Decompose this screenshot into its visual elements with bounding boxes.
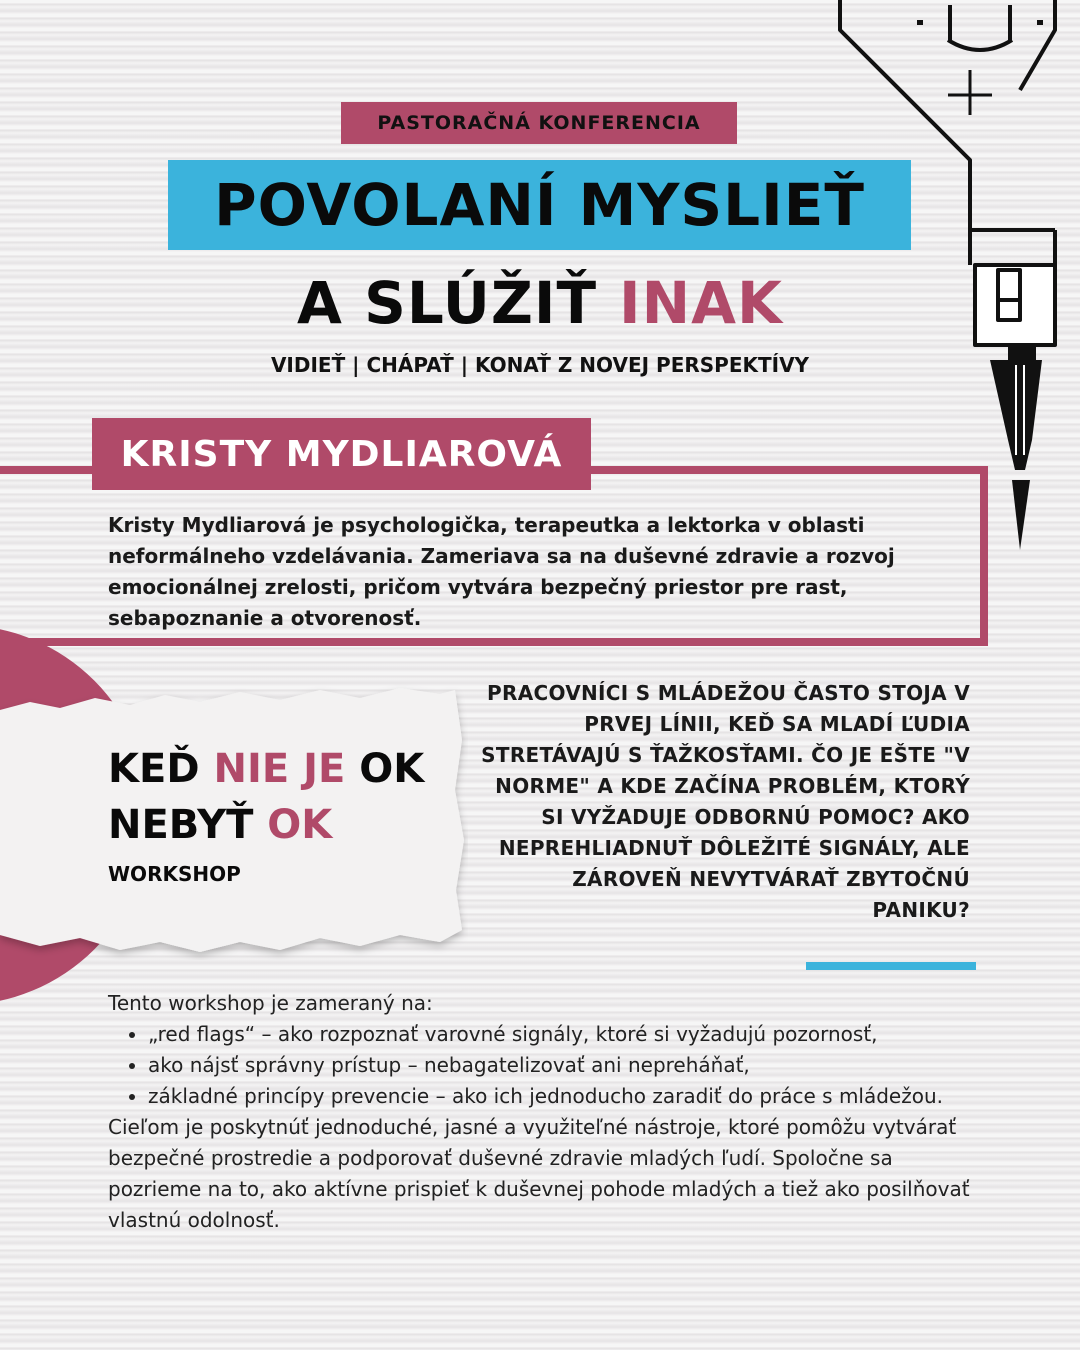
- list-item: • ako nájsť správny prístup – nebagatelizovať ani nepreháňať,: [148, 1050, 988, 1081]
- divider-line: [806, 962, 976, 970]
- focus-list: [108, 1019, 988, 1112]
- ws-word-ked: KEĎ: [108, 746, 200, 792]
- speaker-name: KRISTY MYDLIAROVÁ: [92, 418, 591, 490]
- workshop-title-line1: [108, 746, 424, 806]
- tagline: VIDIEŤ | CHÁPAŤ | KONAŤ Z NOVEJ PERSPEKTÍVY: [270, 353, 810, 377]
- ws-word-nie-je: NIE JE: [213, 746, 346, 792]
- title-line2-accent: INAK: [619, 269, 783, 337]
- page-title-line1: POVOLANÍ MYSLIEŤ: [168, 160, 911, 250]
- description-closing: Cieľom je poskytnúť jednoduché, jasné a využiteľné nástroje, ktoré pomôžu vytvárať bezpečné prostredie a podporovať duševné zdravie mladých ľudí. Spoločne sa pozrieme na to, ako aktívne prispieť k duševnej pohode mladých a tiež ako posilňovať vlastnú odolnosť.: [108, 1115, 970, 1232]
- workshop-label: WORKSHOP: [108, 862, 241, 886]
- list-item: • „red flags“ – ako rozpoznať varovné signály, ktoré si vyžadujú pozornosť,: [148, 1019, 988, 1050]
- ws-word-ok-accent: OK: [267, 802, 333, 848]
- title-line2-main: A SLÚŽIŤ: [297, 269, 598, 337]
- ws-word-nebyt: NEBYŤ: [108, 802, 254, 848]
- page-title-line2: [220, 262, 860, 344]
- workshop-question: PRACOVNÍCI S MLÁDEŽOU ČASTO STOJA V PRVEJ LÍNII, KEĎ SA MLADÍ ĽUDIA STRETÁVAJÚ S ŤAŽKOSŤAMI. ČO JE EŠTE "V NORME" A KDE ZAČÍNA PROBLÉM, KTORÝ SI VYŽADUJE ODBORNÚ POMOC? AKO NEPREHLIADNUŤ DÔLEŽITÉ SIGNÁLY, ALE ZÁROVEŇ NEVYTVÁRAŤ ZBYTOČNÚ PANIKU?: [481, 681, 970, 922]
- description-intro: Tento workshop je zameraný na:: [108, 991, 433, 1015]
- speaker-bio: Kristy Mydliarová je psychologička, terapeutka a lektorka v oblasti neformálneho vzdelávania. Zameriava sa na duševné zdravie a rozvoj emocionálnej zrelosti, pričom vytvára bezpečný priestor pre rast, sebapoznanie a otvorenosť.: [108, 513, 895, 630]
- workshop-title-line2: [108, 802, 332, 862]
- list-item: • základné princípy prevencie – ako ich jednoducho zaradiť do práce s mládežou.: [148, 1081, 988, 1112]
- conference-label: PASTORAČNÁ KONFERENCIA: [341, 102, 737, 144]
- workshop-description: [108, 988, 988, 1236]
- ws-word-ok: OK: [359, 746, 425, 792]
